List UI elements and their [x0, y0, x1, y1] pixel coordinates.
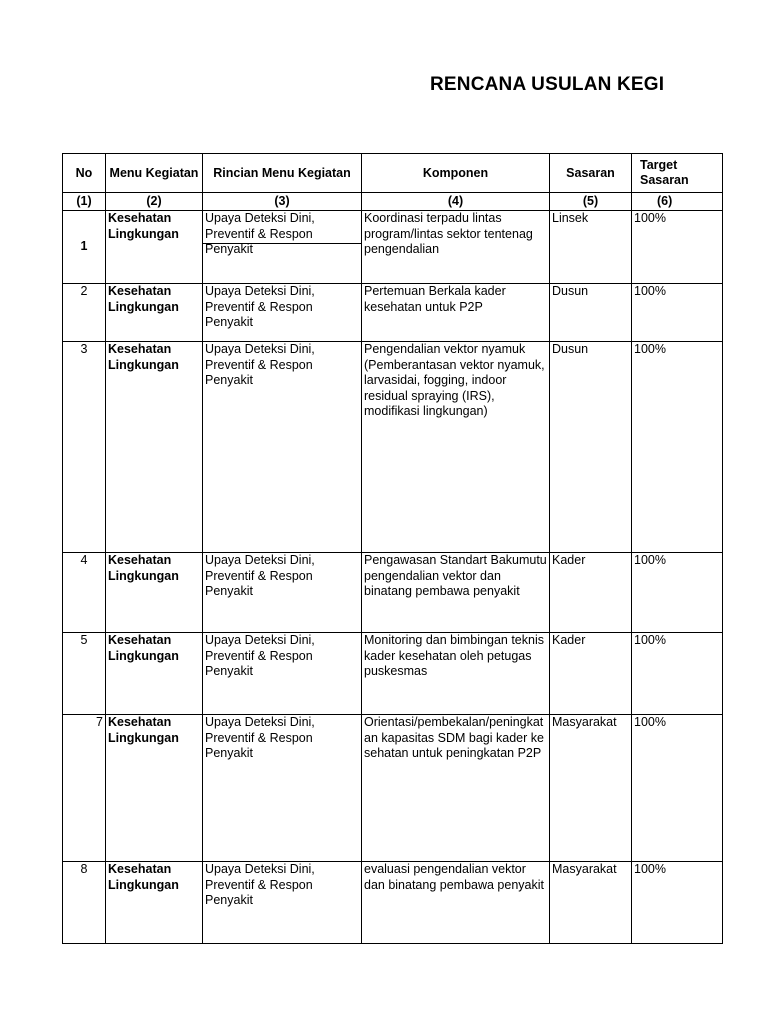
row-menu: Kesehatan Lingkungan: [106, 715, 203, 862]
row-no: 1: [63, 211, 106, 284]
row-rincian-text: Upaya Deteksi Dini, Preventif & Respon Penyakit: [205, 553, 315, 598]
row-menu: Kesehatan Lingkungan: [106, 633, 203, 715]
row-rincian-text: Upaya Deteksi Dini, Preventif & Respon Penyakit: [205, 211, 315, 256]
table-row: [63, 633, 723, 715]
header-number: (6): [632, 193, 723, 211]
row-rincian: [203, 284, 362, 342]
row-rincian: Upaya Deteksi Dini, Preventif & Respon Penyakit: [203, 715, 362, 862]
table-row: [63, 862, 723, 944]
row-rincian-text: Upaya Deteksi Dini, Preventif & Respon Penyakit: [205, 633, 315, 678]
row-komponen-text: Monitoring dan bimbingan teknis kader kesehatan oleh petugas puskesmas: [364, 633, 544, 678]
row-target: 100%: [632, 284, 723, 342]
table-header-row: [63, 154, 723, 193]
row-komponen: [362, 633, 550, 715]
table-row: [63, 715, 723, 862]
row-no: 4: [63, 553, 106, 633]
row-komponen-text: Koordinasi terpadu lintas program/lintas sektor tentenag pengendalian: [364, 211, 533, 256]
row-sasaran: Kader: [550, 633, 632, 715]
row-komponen: evaluasi pengendalian vektor dan binatang pembawa penyakit: [362, 862, 550, 944]
row-rincian: Upaya Deteksi Dini, Preventif & Respon Penyakit: [203, 862, 362, 944]
row-rincian: [203, 211, 362, 284]
row-target: 100%: [632, 342, 723, 553]
row-target: 100%: [632, 633, 723, 715]
table-row: [63, 284, 723, 342]
header-rincian: Rincian Menu Kegiatan: [203, 154, 362, 193]
activity-table: [62, 153, 723, 944]
header-number: (1): [63, 193, 106, 211]
row-sasaran: Masyarakat: [550, 862, 632, 944]
row-komponen: [362, 553, 550, 633]
row-menu: Kesehatan Lingkungan: [106, 342, 203, 553]
row-sasaran: Dusun: [550, 284, 632, 342]
table-row: [63, 211, 723, 284]
row-no: 7: [63, 715, 106, 862]
row-rincian: [203, 633, 362, 715]
table-container: [62, 153, 701, 945]
row-no: 3: [63, 342, 106, 553]
row-menu: Kesehatan Lingkungan: [106, 862, 203, 944]
row-sasaran: Masyarakat: [550, 715, 632, 862]
row-rincian: [203, 553, 362, 633]
row-menu: Kesehatan Lingkungan: [106, 284, 203, 342]
header-komponen: Komponen: [362, 154, 550, 193]
row-target: 100%: [632, 715, 723, 862]
row-no: 5: [63, 633, 106, 715]
row-komponen: Pertemuan Berkala kader kesehatan untuk P2P: [362, 284, 550, 342]
row-komponen: [362, 211, 550, 284]
row-sasaran: Linsek: [550, 211, 632, 284]
row-target: 100%: [632, 862, 723, 944]
page-title: RENCANA USULAN KEGI: [430, 74, 665, 95]
header-number: (3): [203, 193, 362, 211]
cell-divider: [203, 243, 361, 244]
header-menu-kegiatan: Menu Kegiatan: [106, 154, 203, 193]
table-number-row: [63, 193, 723, 211]
header-number: (4): [362, 193, 550, 211]
row-target: 100%: [632, 211, 723, 284]
header-number: (5): [550, 193, 632, 211]
row-no: 8: [63, 862, 106, 944]
header-number: (2): [106, 193, 203, 211]
row-sasaran: Kader: [550, 553, 632, 633]
table-row: [63, 342, 723, 553]
header-sasaran: Sasaran: [550, 154, 632, 193]
row-target: 100%: [632, 553, 723, 633]
table-row: [63, 553, 723, 633]
row-menu: Kesehatan Lingkungan: [106, 211, 203, 284]
row-rincian: Upaya Deteksi Dini, Preventif & Respon Penyakit: [203, 342, 362, 553]
row-menu: Kesehatan Lingkungan: [106, 553, 203, 633]
row-komponen: Orientasi/pembekalan/peningkatan kapasitas SDM bagi kader kesehatan untuk peningkatan P2P: [362, 715, 550, 862]
row-no: 2: [63, 284, 106, 342]
row-komponen: Pengendalian vektor nyamuk (Pemberantasan vektor nyamuk, larvasidai, fogging, indoor residual spraying (IRS), modifikasi lingkungan): [362, 342, 550, 553]
row-rincian-text: Upaya Deteksi Dini, Preventif & Respon Penyakit: [205, 284, 315, 329]
row-komponen-text: Pengawasan Standart Bakumutu pengendalian vektor dan binatang pembawa penyakit: [364, 553, 547, 598]
header-target: Target Sasaran: [632, 154, 723, 193]
row-sasaran: Dusun: [550, 342, 632, 553]
header-no: No: [63, 154, 106, 193]
